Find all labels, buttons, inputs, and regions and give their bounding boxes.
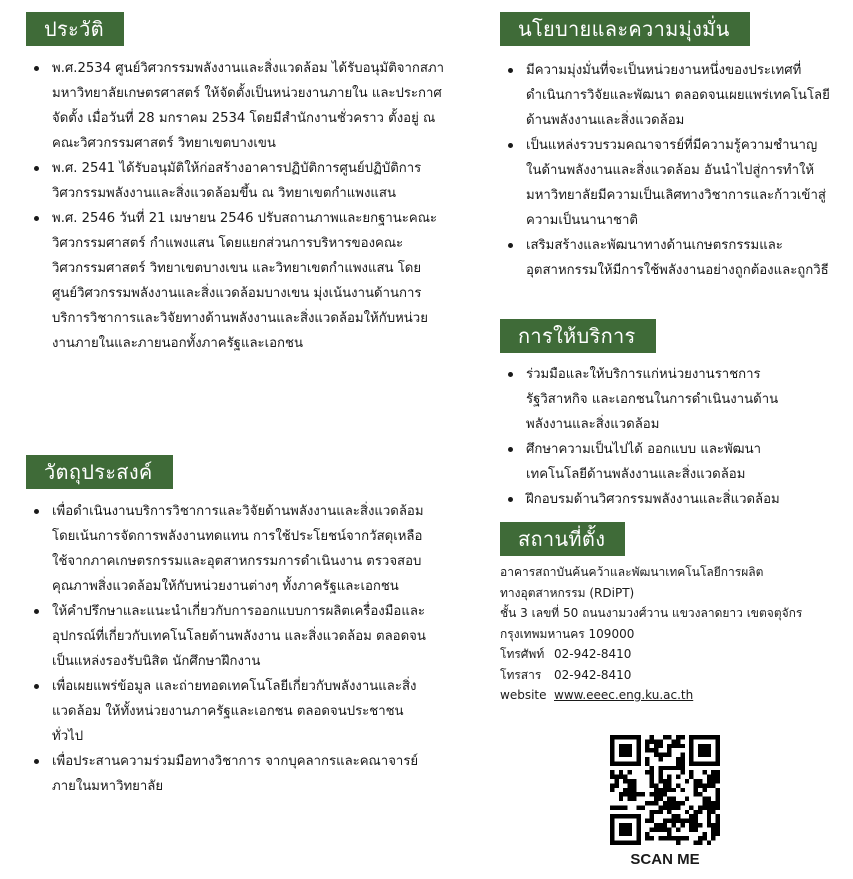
phone-number: 02-942-8410 xyxy=(554,647,632,661)
address-line: ชั้น 3 เลขที่ 50 ถนนงามวงศ์วาน แขวงลาดยาว เขตจตุจักร xyxy=(500,606,803,620)
scan-me-caption: SCAN ME xyxy=(630,851,700,868)
fax-label: โทรสาร xyxy=(500,667,542,682)
policy-heading: นโยบายและความมุ่งมั่น xyxy=(500,12,750,46)
policy-list xyxy=(500,58,830,283)
service-item: ร่วมมือและให้บริการแก่หน่วยงานราชการ รัฐวิสาหกิจ และเอกชนในการดำเนินงานด้านพลังงานและสิ่งแวดล้อม xyxy=(500,362,820,437)
services-heading: การให้บริการ xyxy=(500,319,656,353)
service-item: ศึกษาความเป็นไปได้ ออกแบบ และพัฒนาเทคโนโลยีด้านพลังงานและสิ่งแวดล้อม xyxy=(500,437,820,487)
phone-row xyxy=(500,644,835,665)
fax-number: 02-942-8410 xyxy=(554,667,632,682)
policy-item: เป็นแหล่งรวบรวมคณาจารย์ที่มีความรู้ความชำนาญในด้านพลังงานและสิ่งแวดล้อม อันนำไปสู่การทำให้มหาวิทยาลัยมีความเป็นเลิศทางวิชาการและก้าวเข้าสู่ความเป็นนานาชาติ xyxy=(500,133,830,233)
history-item: พ.ศ. 2541 ได้รับอนุมัติให้ก่อสร้างอาคารปฏิบัติการศูนย์ปฏิบัติการวิศวกรรมพลังงานและสิ่งแวดล้อมขึ้น ณ วิทยาเขตกำแพงแสน xyxy=(26,156,446,206)
website-label: website xyxy=(500,688,547,702)
history-item: พ.ศ.2534 ศูนย์วิศวกรรมพลังงานและสิ่งแวดล้อม ได้รับอนุมัติจากสภามหาวิทยาลัยเกษตรศาสตร์ ให้จัดตั้งเป็นหน่วยงานภายใน และประกาศจัดตั้ง เมื่อวันที่ 28 มกราคม 2534 โดยมีสำนักงานชั่วคราว ตั้งอยู่ ณ คณะวิศวกรรมศาสตร์ วิทยาเขตบางเขน xyxy=(26,56,446,156)
qr-section xyxy=(608,735,722,868)
address-line: กรุงเทพมหานคร 109000 xyxy=(500,626,635,641)
phone-label: โทรศัพท์ xyxy=(500,647,545,661)
address-line: อาคารสถาบันค้นคว้าและพัฒนาเทคโนโลยีการผลิต xyxy=(500,565,764,579)
objectives-heading: วัตถุประสงค์ xyxy=(26,455,173,489)
service-item: ฝึกอบรมด้านวิศวกรรมพลังงานและสิ่แวดล้อม xyxy=(500,487,820,512)
fax-row xyxy=(500,665,835,686)
history-list xyxy=(26,56,446,356)
location-heading: สถานที่ตั้ง xyxy=(500,522,625,556)
address-line: ทางอุตสาหกรรม (RDiPT) xyxy=(500,585,635,600)
objectives-list xyxy=(26,499,426,799)
objective-item: ให้คำปรึกษาและแนะนำเกี่ยวกับการออกแบบการผลิตเครื่องมือและอุปกรณ์ที่เกี่ยวกับเทคโนโลยด้านพลังงาน และสิ่งแวดล้อม ตลอดจนเป็นแหล่งรองรับนิสิต นักศึกษาฝึกงาน xyxy=(26,599,426,674)
address-block xyxy=(500,562,835,706)
objective-item: เพื่อดำเนินงานบริการวิชาการและวิจัยด้านพลังงานและสิ่งแวดล้อม โดยเน้นการจัดการพลังงานทดแทน การใช้ประโยชน์จากวัสดุเหลือใช้จากภาคเกษตรกรรมและอุตสาหกรรมการดำเนินงาน ตรวจสอบคุณภาพสิ่งแวดล้อมให้กับหน่วยงานต่างๆ ทั้งภาครัฐและเอกชน xyxy=(26,499,426,599)
services-list xyxy=(500,362,820,512)
history-item: พ.ศ. 2546 วันที่ 21 เมษายน 2546 ปรับสถานภาพและยกฐานะคณะวิศวกรรมศาสตร์ กำแพงแสน โดยแยกส่วนการบริหารของคณะวิศวกรรมศาสตร์ วิทยาเขตบางเขน และวิทยาเขตกำแพงแสน โดยศูนย์วิศวกรรมพลังงานและสิ่งแวดล้อมบางเขน มุ่งเน้นงานด้านการบริการวิชาการและวิจัยทางด้านพลังงานและสิ่งแวดล้อมให้กับหน่วยงานภายในและภายนอกทั้งภาครัฐและเอกชน xyxy=(26,206,446,356)
policy-item: เสริมสร้างและพัฒนาทางด้านเกษตรกรรมและอุตสาหกรรมให้มีการใช้พลังงานอย่างถูกต้องและถูกวิธี xyxy=(500,233,830,283)
website-link[interactable]: www.eeec.eng.ku.ac.th xyxy=(554,688,694,702)
policy-item: มีความมุ่งมั่นที่จะเป็นหน่วยงานหนึ่งของประเทศที่ดำเนินการวิจัยและพัฒนา ตลอดจนเผยแพร่เทคโนโลยีด้านพลังงานและสิ่งแวดล้อม xyxy=(500,58,830,133)
objective-item: เพื่อประสานความร่วมมือทางวิชาการ จากบุคลากรและคณาจารย์ ภายในมหาวิทยาลัย xyxy=(26,749,426,799)
qr-code-icon[interactable] xyxy=(610,735,720,845)
website-row xyxy=(500,685,835,706)
objective-item: เพื่อเผยแพร่ข้อมูล และถ่ายทอดเทคโนโลยีเกี่ยวกับพลังงานและสิ่งแวดล้อม ให้ทั้งหน่วยงานภาครัฐและเอกชน ตลอดจนประชาชนทั่วไป xyxy=(26,674,426,749)
history-heading: ประวัติ xyxy=(26,12,124,46)
